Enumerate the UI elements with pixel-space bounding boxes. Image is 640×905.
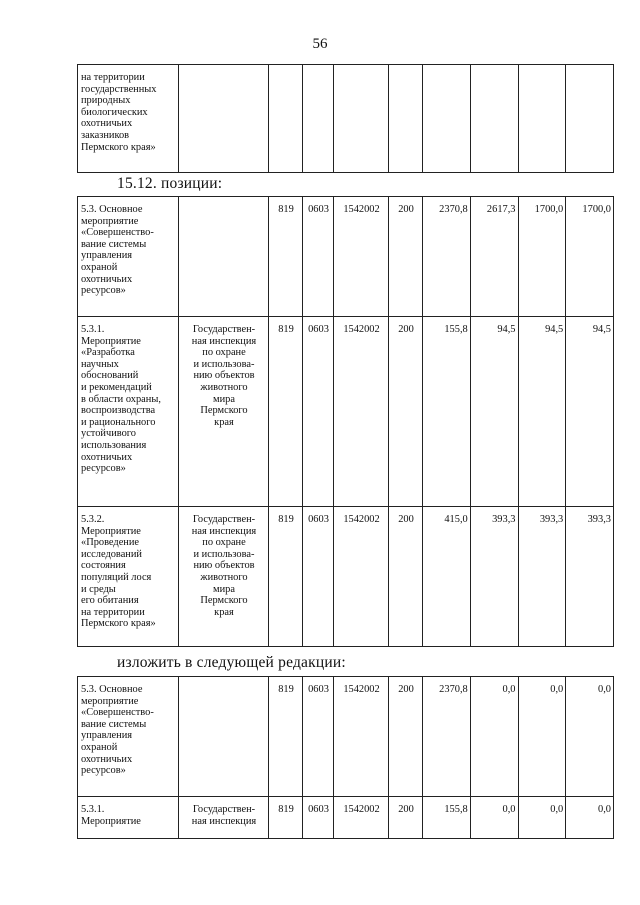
admin-code-cell: 819 [269,317,303,507]
value-cell-1: 415,0 [423,507,471,647]
value-cell-3: 94,5 [518,317,566,507]
value-cell-2: 393,3 [470,507,518,647]
target-code-cell: 1542002 [334,797,389,839]
positions-table-old [77,196,614,647]
executor-cell [179,197,269,317]
expense-type-cell: 200 [389,317,423,507]
expense-type-cell: 200 [389,677,423,797]
value-cell-1: 2370,8 [423,677,471,797]
heading-positions: 15.12. позиции: [117,175,223,192]
activity-name-cell: 5.3.1. Мероприятие «Разработка научных обоснований и рекомендаций в области охраны, воспроизводства и рационального устойчивого использования охотничьих ресурсов» [78,317,179,507]
activity-name-cell: на территории государственных природных биологических охотничьих заказников Пермского края» [78,65,179,173]
value-cell-3: 0,0 [518,797,566,839]
value-cell-3: 393,3 [518,507,566,647]
expense-type-cell: 200 [389,507,423,647]
executor-cell [179,65,269,173]
value-cell-3: 1700,0 [518,197,566,317]
admin-code-cell: 819 [269,797,303,839]
section-code-cell: 0603 [303,677,334,797]
value-cell-1 [423,65,471,173]
value-cell-4: 94,5 [566,317,614,507]
value-cell-1: 155,8 [423,317,471,507]
table-row [78,317,614,507]
table-row [78,65,614,173]
section-code-cell: 0603 [303,507,334,647]
value-cell-2: 94,5 [470,317,518,507]
admin-code-cell: 819 [269,507,303,647]
executor-cell: Государствен- ная инспекция по охране и использова- нию объектов животного мира Пермского края [179,317,269,507]
value-cell-1: 2370,8 [423,197,471,317]
value-cell-2: 2617,3 [470,197,518,317]
expense-type-cell [389,65,423,173]
section-code-cell: 0603 [303,317,334,507]
target-code-cell [334,65,389,173]
heading-new-edition: изложить в следующей редакции: [117,654,346,671]
admin-code-cell [269,65,303,173]
executor-cell [179,677,269,797]
value-cell-2 [470,65,518,173]
table-row [78,197,614,317]
value-cell-2: 0,0 [470,797,518,839]
value-cell-2: 0,0 [470,677,518,797]
activity-name-cell: 5.3.1. Мероприятие [78,797,179,839]
table-row [78,677,614,797]
expense-type-cell: 200 [389,197,423,317]
value-cell-1: 155,8 [423,797,471,839]
value-cell-3 [518,65,566,173]
value-cell-4: 1700,0 [566,197,614,317]
value-cell-4: 393,3 [566,507,614,647]
section-code-cell [303,65,334,173]
table-row [78,507,614,647]
admin-code-cell: 819 [269,677,303,797]
activity-name-cell: 5.3.2. Мероприятие «Проведение исследований состояния популяций лося и среды его обитания на территории Пермского края» [78,507,179,647]
positions-table-new [77,676,614,839]
target-code-cell: 1542002 [334,507,389,647]
section-code-cell: 0603 [303,797,334,839]
target-code-cell: 1542002 [334,677,389,797]
page-number: 56 [312,36,328,52]
activity-name-cell: 5.3. Основное мероприятие «Совершенство- вание системы управления охраной охотничьих ресурсов» [78,677,179,797]
value-cell-3: 0,0 [518,677,566,797]
section-code-cell: 0603 [303,197,334,317]
target-code-cell: 1542002 [334,197,389,317]
admin-code-cell: 819 [269,197,303,317]
table-row [78,797,614,839]
value-cell-4: 0,0 [566,677,614,797]
executor-cell: Государствен- ная инспекция [179,797,269,839]
activity-name-cell: 5.3. Основное мероприятие «Совершенство- вание системы управления охраной охотничьих ресурсов» [78,197,179,317]
target-code-cell: 1542002 [334,317,389,507]
executor-cell: Государствен- ная инспекция по охране и использова- нию объектов животного мира Пермского края [179,507,269,647]
expense-type-cell: 200 [389,797,423,839]
value-cell-4: 0,0 [566,797,614,839]
continuation-table [77,64,614,173]
value-cell-4 [566,65,614,173]
